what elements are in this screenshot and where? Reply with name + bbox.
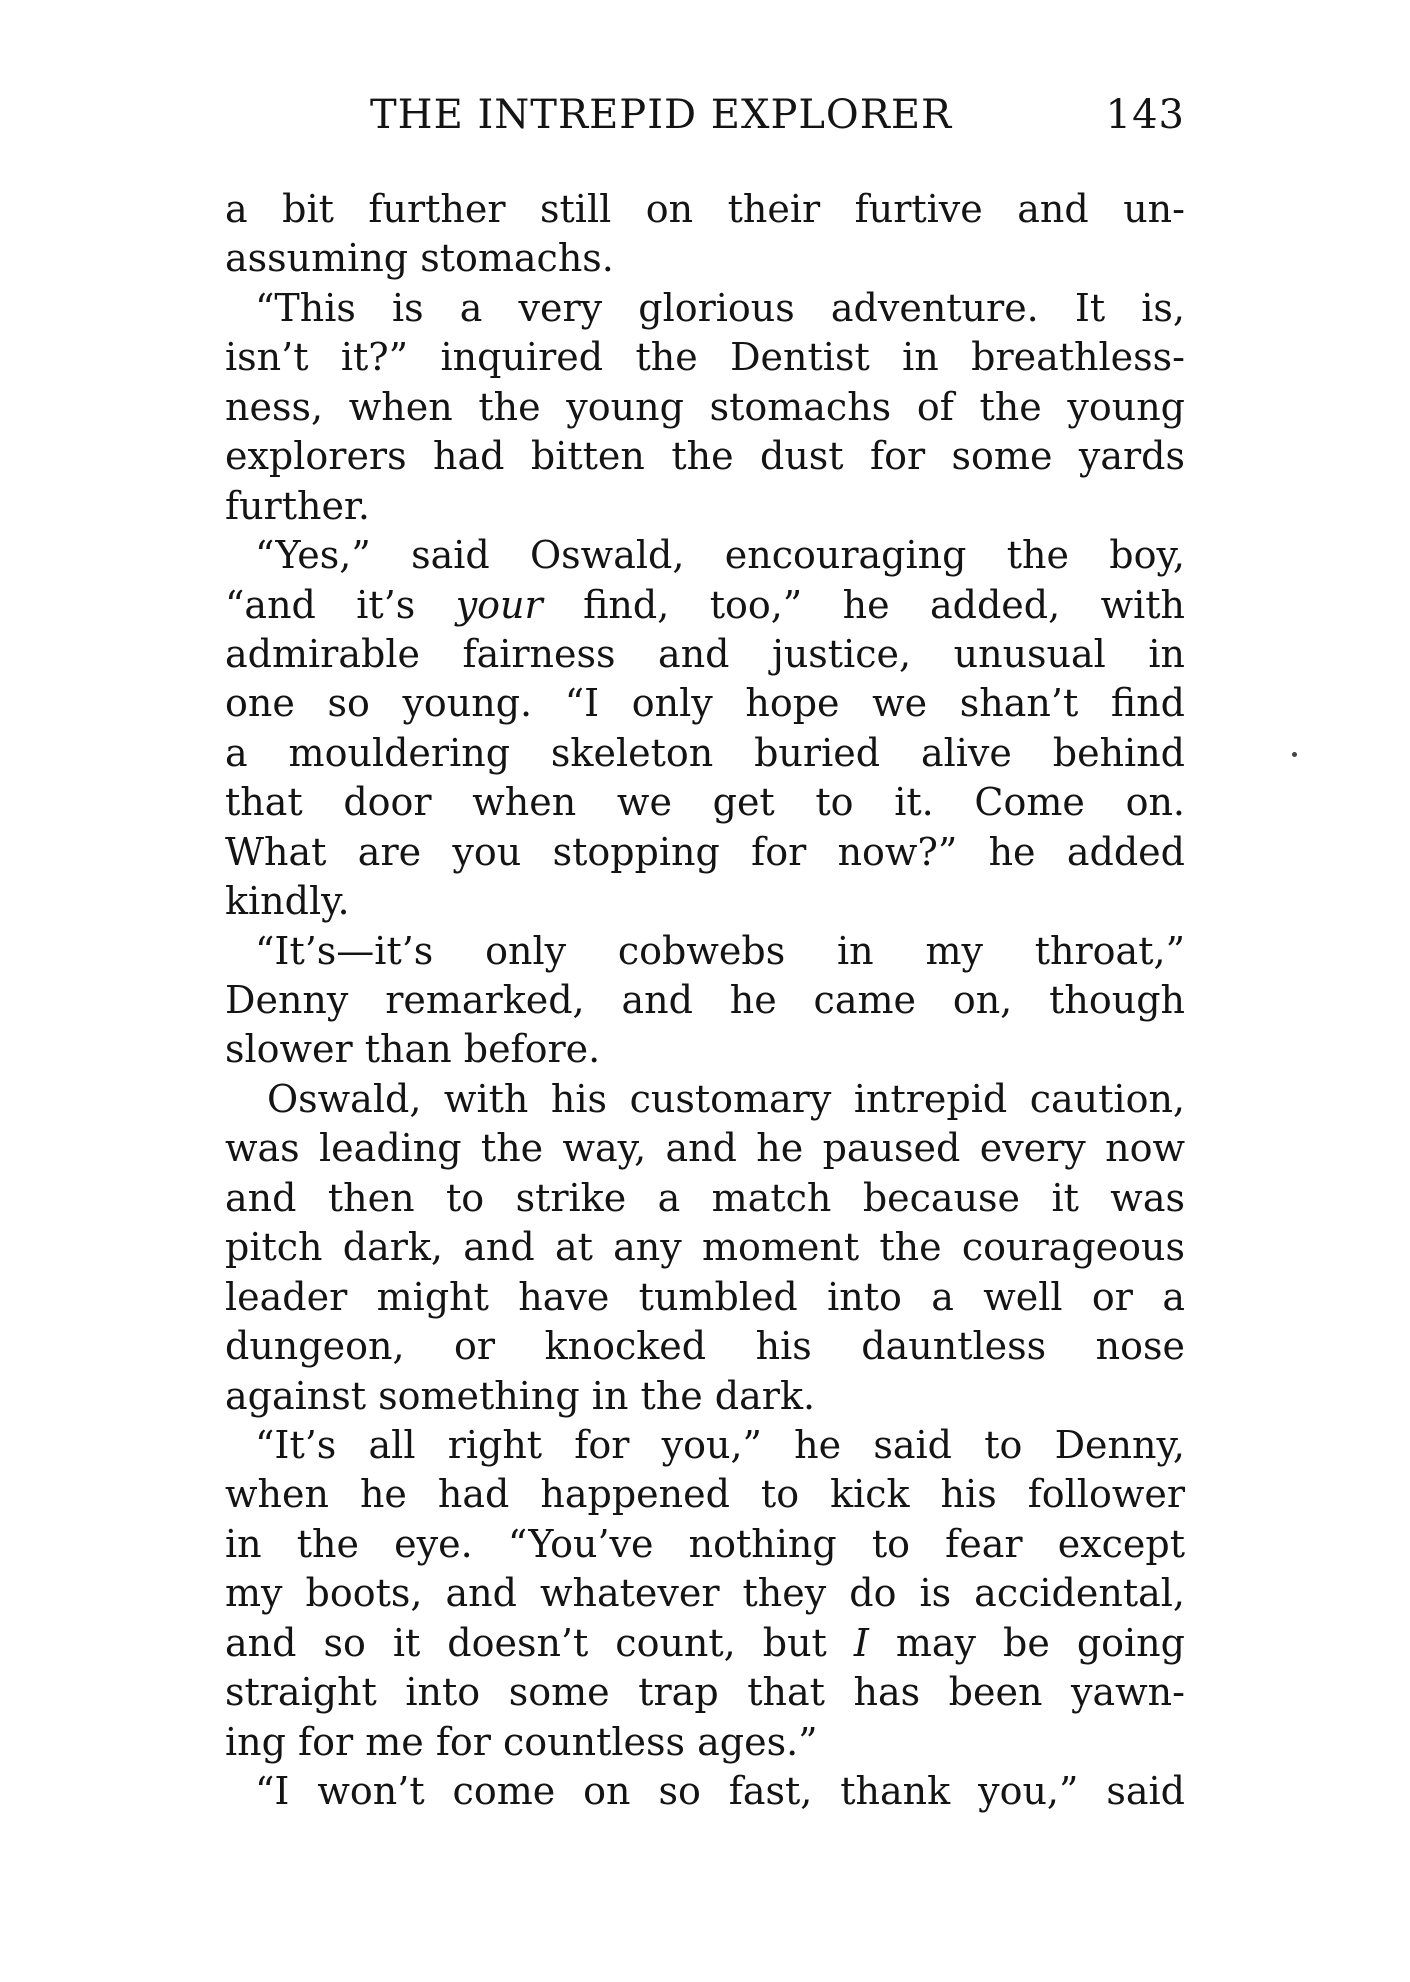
text-line: when he had happened to kick his follower — [225, 1472, 1185, 1517]
text-line: was leading the way, and he paused every now — [225, 1126, 1185, 1171]
text-line: “Yes,” said Oswald, encouraging the boy, — [255, 533, 1185, 578]
text-line: kindly. — [225, 879, 350, 924]
text-line: What are you stopping for now?” he added — [225, 829, 1185, 874]
text-line: leader might have tumbled into a well or a — [225, 1274, 1185, 1319]
text-line: and then to strike a match because it was — [225, 1175, 1185, 1220]
text-line: and so it doesn’t count, but I may be going — [225, 1620, 1185, 1665]
text-line: against something in the dark. — [225, 1373, 816, 1418]
text-line: pitch dark, and at any moment the courageous — [225, 1225, 1185, 1270]
text-line: straight into some trap that has been yawn- — [225, 1670, 1185, 1715]
print-speck — [1292, 752, 1297, 757]
text-line: a mouldering skeleton buried alive behind — [225, 730, 1185, 775]
text-line: assuming stomachs. — [225, 236, 614, 281]
text-line: admirable fairness and justice, unusual in — [225, 631, 1185, 676]
page-header — [225, 92, 1185, 144]
text-line: Oswald, with his customary intrepid caution, — [267, 1076, 1185, 1121]
text-line: that door when we get to it. Come on. — [225, 780, 1185, 825]
text-line: my boots, and whatever they do is accidental, — [225, 1571, 1185, 1616]
text-line: Denny remarked, and he came on, though — [225, 978, 1185, 1022]
text-line: one so young. “I only hope we shan’t find — [225, 681, 1185, 726]
text-line: “It’s all right for you,” he said to Denny, — [255, 1422, 1185, 1467]
text-line: explorers had bitten the dust for some yards — [225, 434, 1185, 479]
running-title: THE INTREPID EXPLORER — [370, 92, 953, 138]
text-line: slower than before. — [225, 1027, 601, 1072]
text-line: dungeon, or knocked his dauntless nose — [225, 1324, 1185, 1369]
text-line: “I won’t come on so fast, thank you,” said — [255, 1769, 1185, 1813]
text-line: ing for me for countless ages.” — [225, 1719, 818, 1764]
text-line: a bit further still on their furtive and un- — [225, 187, 1185, 231]
text-line: “This is a very glorious adventure. It is, — [255, 285, 1185, 330]
text-line: isn’t it?” inquired the Dentist in breathless- — [225, 335, 1185, 380]
text-line: ness, when the young stomachs of the young — [225, 384, 1185, 429]
page-number: 143 — [1105, 92, 1185, 138]
text-line: “It’s—it’s only cobwebs in my throat,” — [255, 928, 1185, 973]
text-line: in the eye. “You’ve nothing to fear except — [225, 1521, 1185, 1566]
text-line: “and it’s your find, too,” he added, with — [225, 582, 1185, 627]
text-line: further. — [225, 483, 371, 528]
body-text — [225, 185, 1185, 1816]
